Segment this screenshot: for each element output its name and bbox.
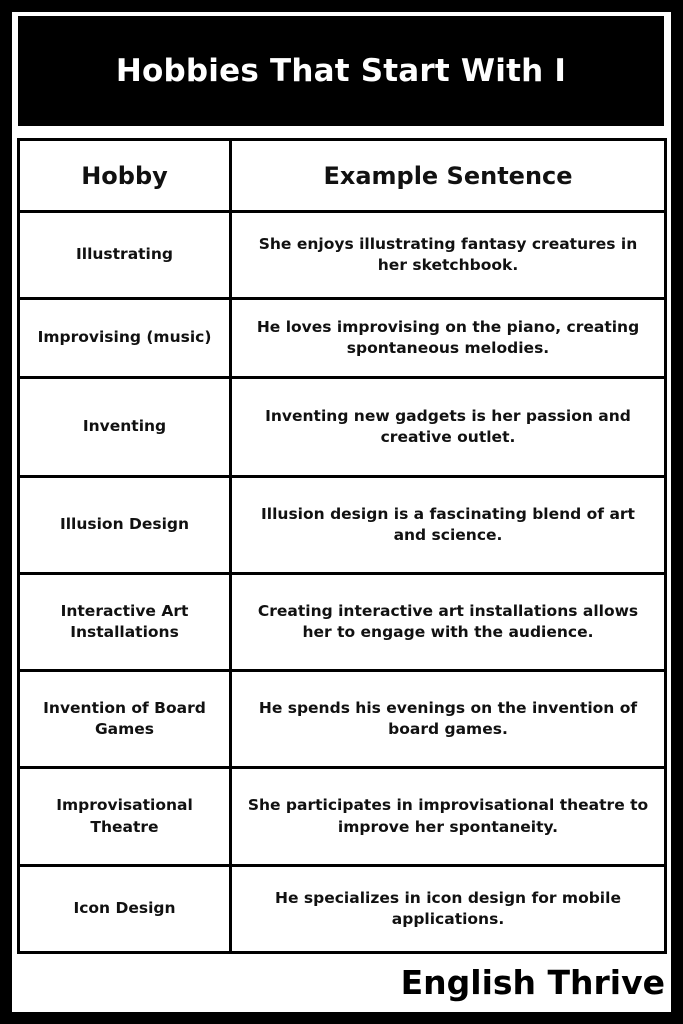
sentence-cell: He spends his evenings on the invention of board games. bbox=[231, 671, 666, 768]
sentence-cell: She enjoys illustrating fantasy creatures in her sketchbook. bbox=[231, 212, 666, 299]
hobby-cell: Illustrating bbox=[19, 212, 231, 299]
page-card bbox=[12, 12, 671, 1012]
sentence-cell: He specializes in icon design for mobile applications. bbox=[231, 866, 666, 953]
hobby-cell: Improvisational Theatre bbox=[19, 768, 231, 866]
hobby-cell: Illusion Design bbox=[19, 477, 231, 574]
table-row bbox=[19, 212, 666, 299]
sentence-cell: Creating interactive art installations allows her to engage with the audience. bbox=[231, 574, 666, 671]
table-row bbox=[19, 768, 666, 866]
hobby-cell: Icon Design bbox=[19, 866, 231, 953]
table-row bbox=[19, 866, 666, 953]
hobby-cell: Improvising (music) bbox=[19, 299, 231, 378]
table-row bbox=[19, 477, 666, 574]
sentence-cell: She participates in improvisational theatre to improve her spontaneity. bbox=[231, 768, 666, 866]
hobbies-table bbox=[17, 138, 667, 954]
sentence-cell: He loves improvising on the piano, creating spontaneous melodies. bbox=[231, 299, 666, 378]
sentence-cell: Illusion design is a fascinating blend of art and science. bbox=[231, 477, 666, 574]
hobby-cell: Interactive Art Installations bbox=[19, 574, 231, 671]
hobby-cell: Invention of Board Games bbox=[19, 671, 231, 768]
hobby-cell: Inventing bbox=[19, 378, 231, 477]
column-header-hobby: Hobby bbox=[19, 140, 231, 212]
column-header-example-sentence: Example Sentence bbox=[231, 140, 666, 212]
title-banner bbox=[18, 16, 664, 126]
brand-footer: English Thrive bbox=[400, 963, 665, 1002]
table-row bbox=[19, 574, 666, 671]
sentence-cell: Inventing new gadgets is her passion and creative outlet. bbox=[231, 378, 666, 477]
table-row bbox=[19, 671, 666, 768]
table-row bbox=[19, 378, 666, 477]
table-row bbox=[19, 299, 666, 378]
page-title: Hobbies That Start With I bbox=[115, 53, 567, 89]
table-header-row bbox=[19, 140, 666, 212]
